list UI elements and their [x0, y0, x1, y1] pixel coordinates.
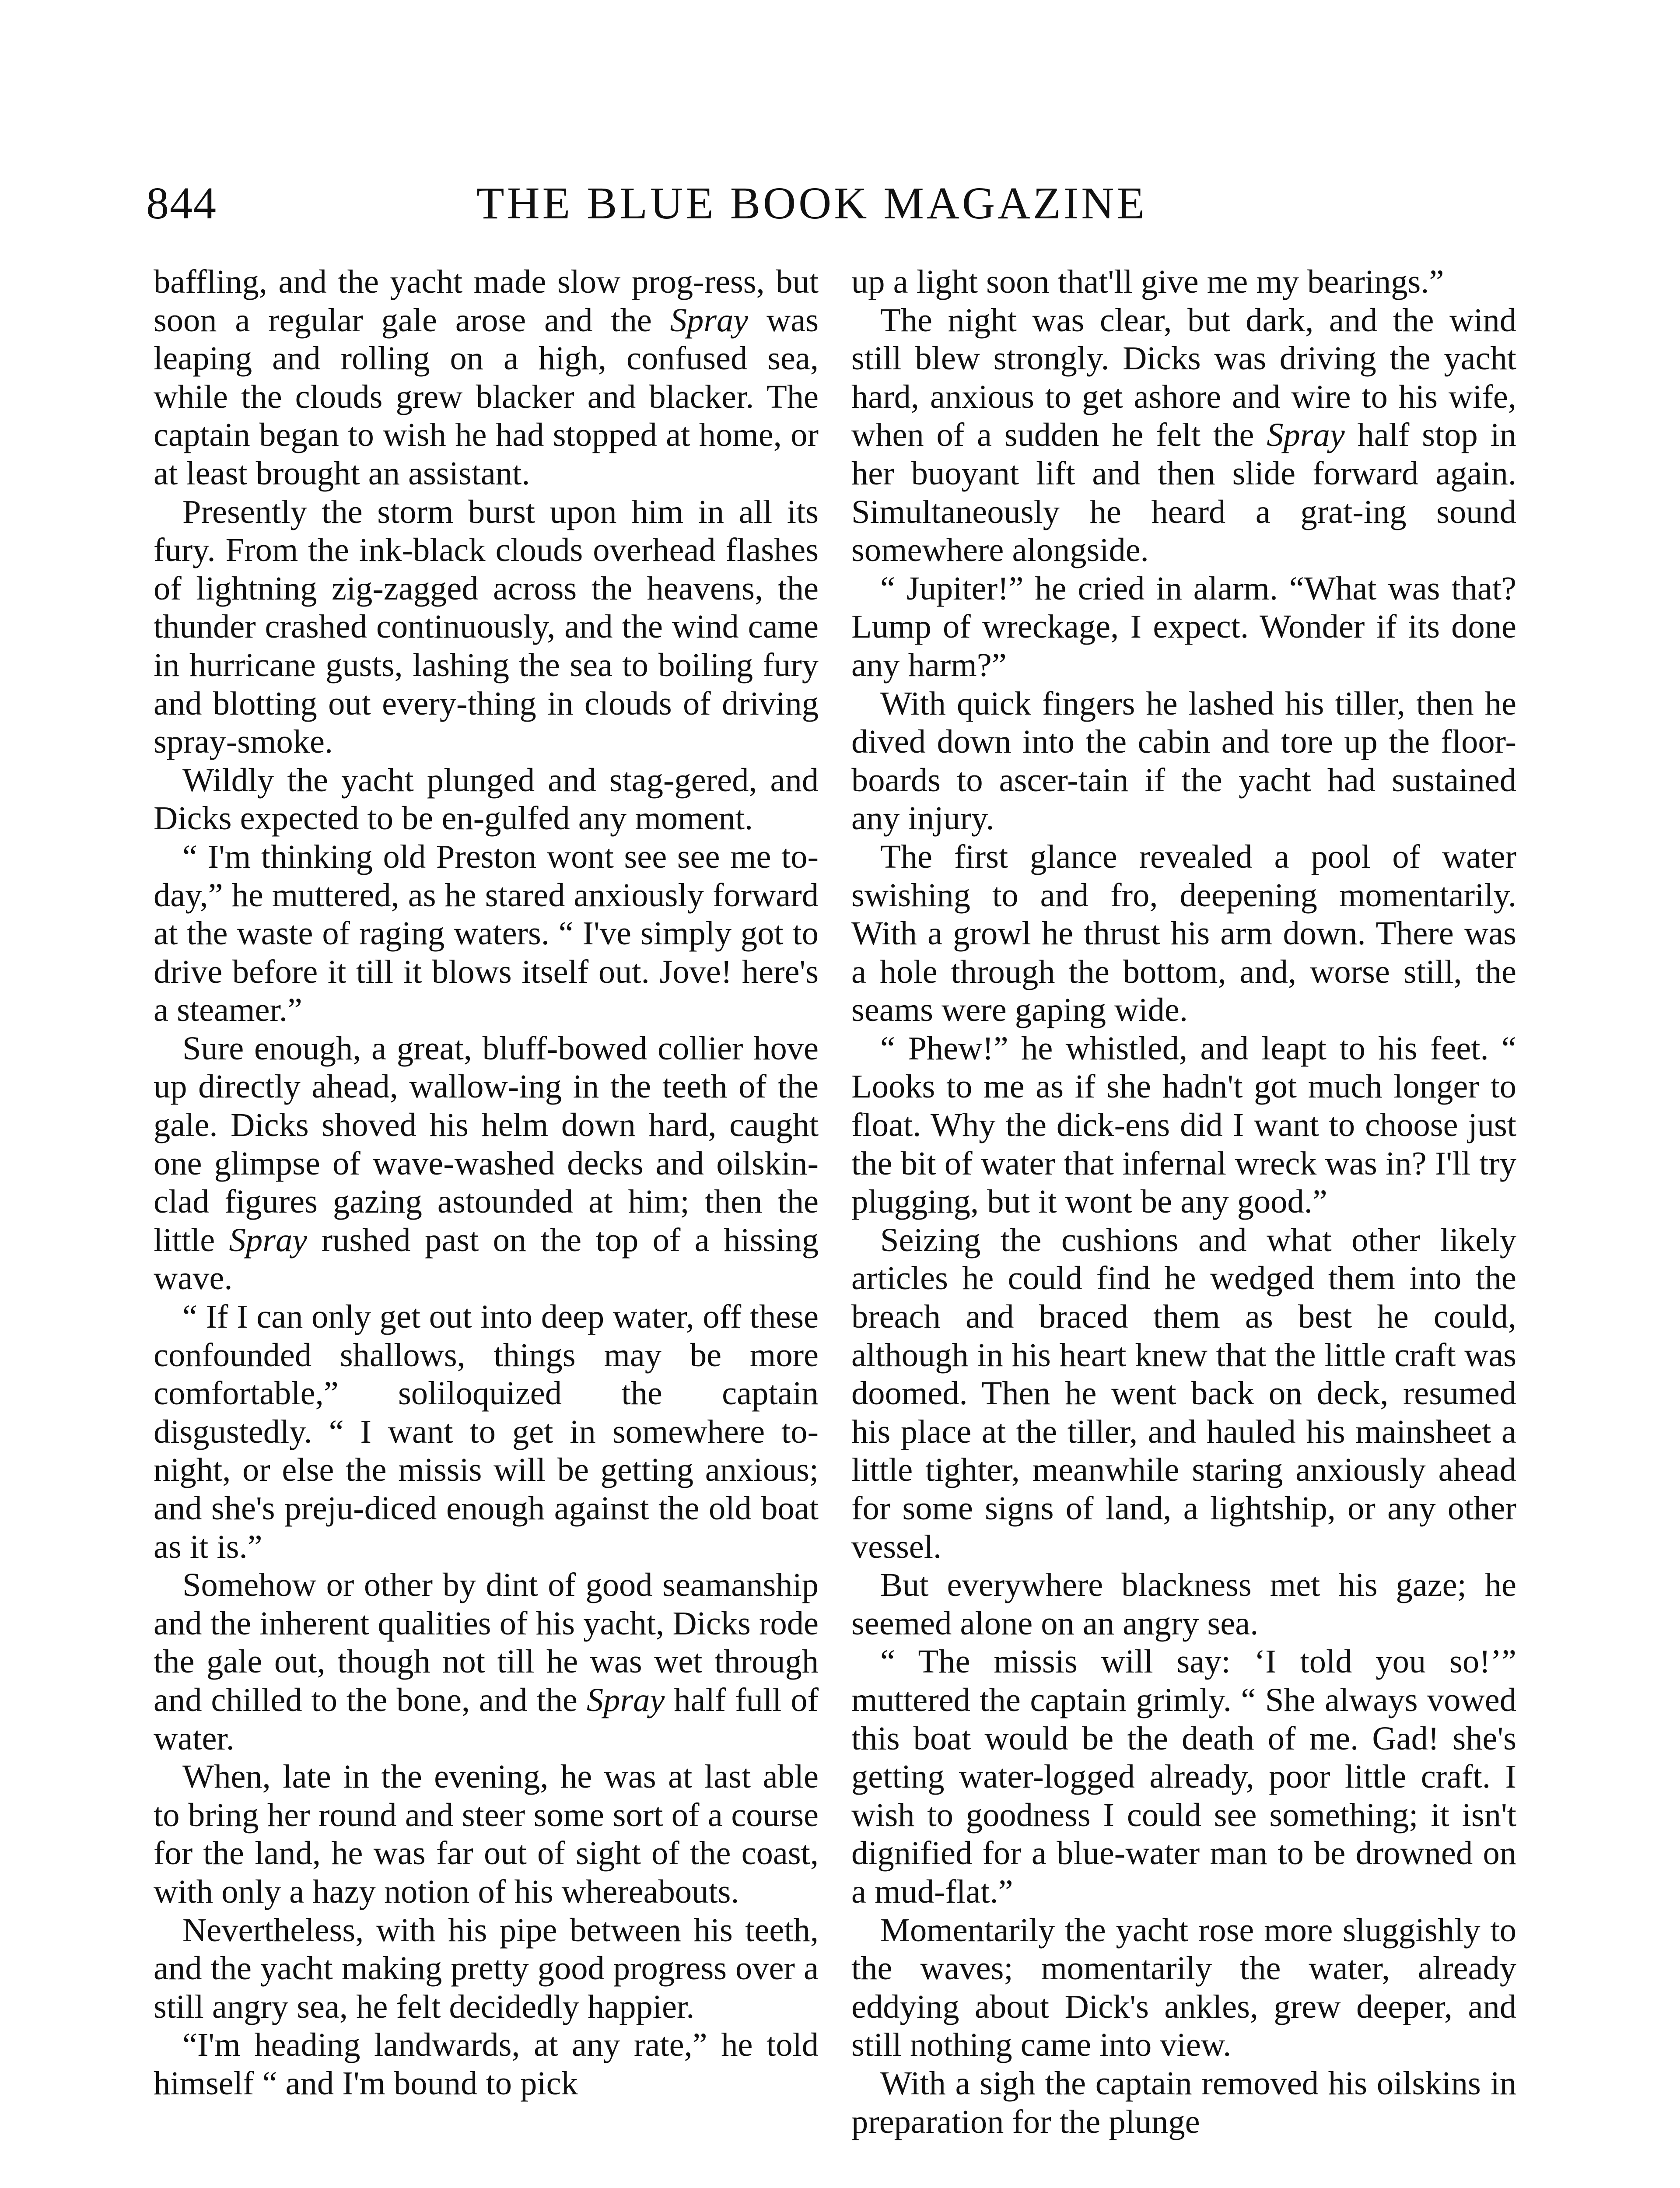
paragraph-text: Seizing the cushions and what other likely articles he could find he wedged them into the breach and braced them as best he could, although in his heart knew that the little craft was doomed. Then he went back on deck, resumed his place at the tiller, and hauled his mainsheet a little tighter, meanwhile staring anxiously ahead for some signs of land, a lightship, or any other vessel.	[851, 1221, 1516, 1565]
paragraph-text: The night was clear, but dark, and the wind still blew strongly. Dicks was driving the yacht hard, anxious to get ashore and wire to his wife, when of a sudden he felt the	[851, 301, 1516, 454]
paragraph-text: rushed past on the top of a hissing wave.	[154, 1221, 819, 1297]
paragraph-text: “ I'm thinking old Preston wont see see me to-day,” he muttered, as he stared anxiously forward at the waste of raging waters. “ I've simply got to drive before it till it blows itself out. Jove! here's a steamer.”	[154, 838, 819, 1029]
paragraph-text: The first glance revealed a pool of water swishing to and fro, deepening momentarily. With a growl he thrust his arm down. There was a hole through the bottom, and, worse still, the seams were gaping wide.	[851, 838, 1516, 1029]
paragraph	[154, 1757, 819, 1911]
paragraph-text: Somehow or other by dint of good seamanship and the inherent qualities of his yacht, Dicks rode the gale out, though not till he was wet through and chilled to the bone, and the	[154, 1566, 819, 1718]
paragraph-text: was leaping and rolling on a high, confused sea, while the clouds grew blacker and blacker. The captain began to wish he had stopped at home, or at least brought an assistant.	[154, 301, 819, 492]
paragraph-text: “ Phew!” he whistled, and leapt to his feet. “ Looks to me as if she hadn't got much longer to float. Why the dick-ens did I want to choose just the bit of water that infernal wreck was in? I'll try plugging, but it wont be any good.”	[851, 1029, 1516, 1220]
paragraph-text: Momentarily the yacht rose more sluggishly to the waves; momentarily the water, already eddying about Dick's ankles, grew deeper, and still nothing came into view.	[851, 1911, 1516, 2064]
paragraph-text: Wildly the yacht plunged and stag-gered, and Dicks expected to be en-gulfed any moment.	[154, 761, 819, 837]
paragraph-text: baffling, and the yacht made slow prog-ress, but soon a regular gale arose and the	[154, 263, 819, 339]
paragraph-text: With a sigh the captain removed his oilskins in preparation for the plunge	[851, 2064, 1516, 2140]
paragraph	[154, 1566, 819, 1757]
paragraph-text: But everywhere blackness met his gaze; he seemed alone on an angry sea.	[851, 1566, 1516, 1642]
paragraph-text: Presently the storm burst upon him in all its fury. From the ink-black clouds overhead flashes of lightning zig-zagged across the heavens, the thunder crashed continuously, and the wind came in hurricane gusts, lashing the sea to boiling fury and blotting out every-thing in clouds of driving spray-smoke.	[154, 493, 819, 761]
running-title: THE BLUE BOOK MAGAZINE	[476, 178, 1147, 228]
page-number: 844	[146, 178, 217, 228]
page-header	[146, 171, 1205, 245]
paragraph	[851, 1566, 1516, 1642]
paragraph-text: Sure enough, a great, bluff-bowed collier hove up directly ahead, wallow-ing in the teeth of the gale. Dicks shoved his helm down hard, caught one glimpse of wave-washed decks and oilskin-clad figures gazing astounded at him; then the little	[154, 1029, 819, 1259]
paragraph-text: “I'm heading landwards, at any rate,” he told himself “ and I'm bound to pick	[154, 2026, 819, 2102]
paragraph	[851, 684, 1516, 838]
paragraph-text: Nevertheless, with his pipe between his teeth, and the yacht making pretty good progress over a still angry sea, he felt decidedly happier.	[154, 1911, 819, 2025]
yacht-name: Spray	[229, 1221, 308, 1259]
paragraph	[851, 2064, 1516, 2141]
paragraph-text: “ If I can only get out into deep water, off these confounded shallows, things may be more comfortable,” soliloquized the captain disgustedly. “ I want to get in somewhere to-night, or else the missis will be getting anxious; and she's preju-diced enough against the old boat as it is.”	[154, 1298, 819, 1565]
paragraph	[154, 2026, 819, 2102]
paragraph-text: With quick fingers he lashed his tiller, then he dived down into the cabin and tore up the floor-boards to ascer-tain if the yacht had sustained any injury.	[851, 684, 1516, 837]
paragraph	[851, 1029, 1516, 1221]
paragraph-text: When, late in the evening, he was at last able to bring her round and steer some sort of a course for the land, he was far out of sight of the coast, with only a hazy notion of his whereabouts.	[154, 1758, 819, 1910]
paragraph-text: up a light soon that'll give me my bearings.”	[851, 263, 1444, 300]
paragraph	[851, 1221, 1516, 1566]
paragraph	[851, 1642, 1516, 1911]
paragraph	[851, 1911, 1516, 2064]
paragraph	[851, 838, 1516, 1029]
right-text-column	[851, 263, 1516, 2141]
paragraph	[154, 493, 819, 761]
paragraph	[851, 569, 1516, 684]
paragraph	[154, 761, 819, 838]
left-text-column	[154, 263, 819, 2103]
paragraph	[154, 1297, 819, 1566]
paragraph-text: half stop in her buoyant lift and then slide forward again. Simultaneously he heard a grat-ing sound somewhere alongside.	[851, 416, 1516, 569]
paragraph-text: half full of water.	[154, 1681, 819, 1757]
yacht-name: Spray	[1267, 416, 1345, 454]
paragraph	[851, 263, 1516, 301]
paragraph-text: “ The missis will say: ‘I told you so!’” muttered the captain grimly. “ She always vowed this boat would be the death of me. Gad! she's getting water-logged already, poor little craft. I wish to goodness I could see something; it isn't dignified for a blue-water man to be drowned on a mud-flat.”	[851, 1643, 1516, 1910]
paragraph-text: “ Jupiter!” he cried in alarm. “What was that? Lump of wreckage, I expect. Wonder if its done any harm?”	[851, 569, 1516, 684]
paragraph	[154, 1029, 819, 1297]
paragraph	[154, 1911, 819, 2026]
paragraph	[154, 838, 819, 1029]
yacht-name: Spray	[586, 1681, 665, 1718]
paragraph	[154, 263, 819, 493]
paragraph	[851, 301, 1516, 569]
yacht-name: Spray	[670, 301, 749, 339]
